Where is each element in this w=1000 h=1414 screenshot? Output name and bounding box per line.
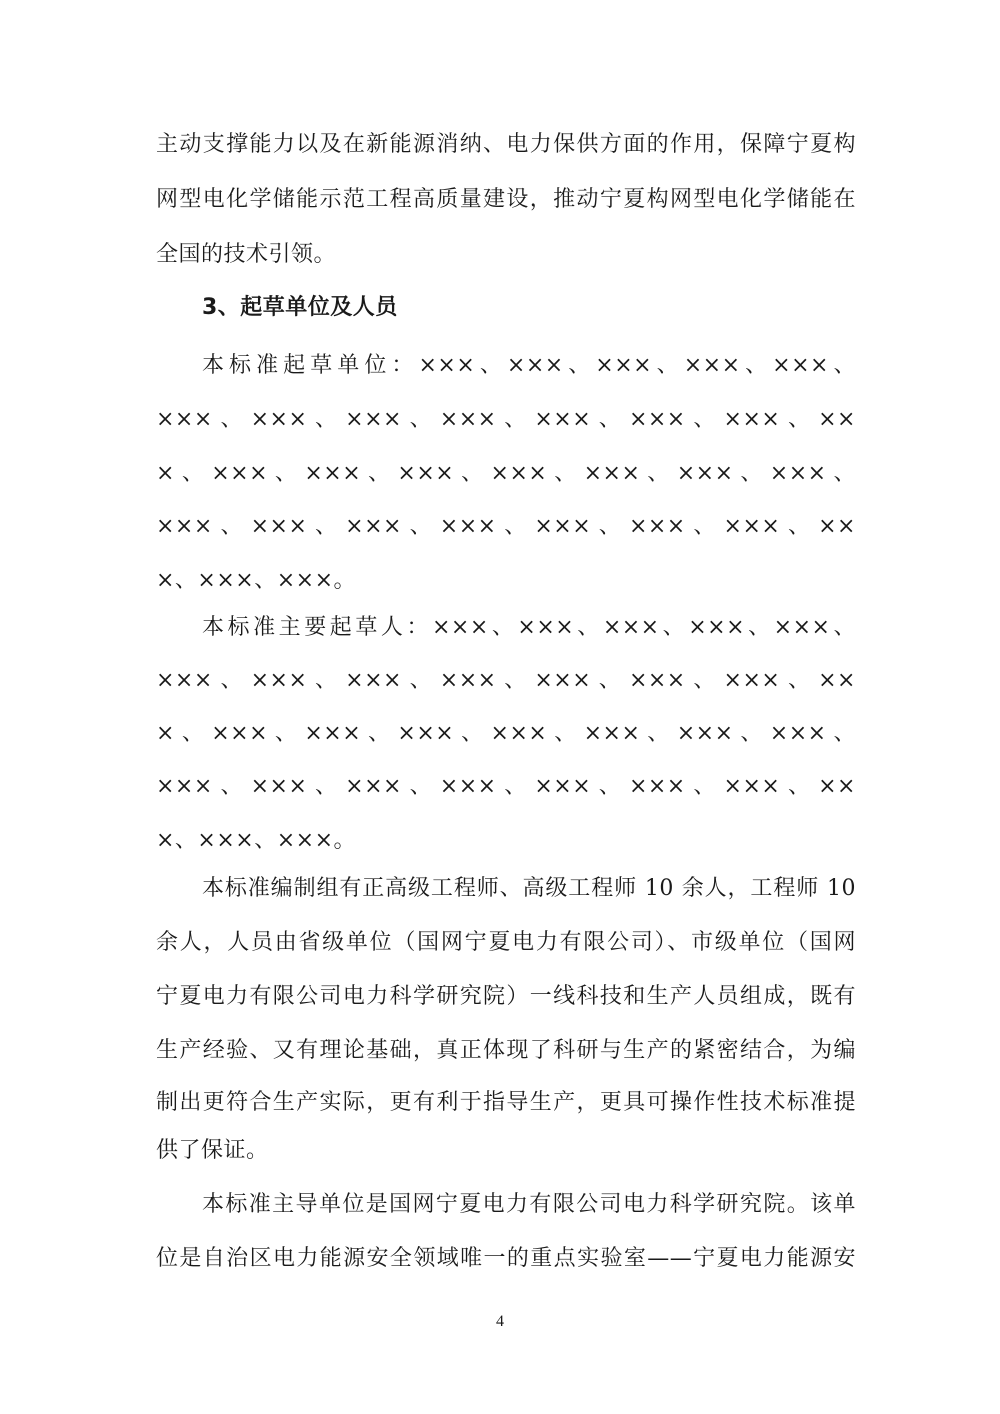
paragraph-line: ×、×××、×××。 [156,568,357,593]
paragraph-line: ×、×××、×××、×××、×××、×××、×××、×××、 [156,461,856,486]
paragraph-line: 本标准起草单位：×××、×××、×××、×××、×××、 [202,353,856,378]
paragraph-line: 余人，人员由省级单位（国网宁夏电力有限公司）、市级单位（国网 [156,930,856,955]
paragraph-line: 宁夏电力有限公司电力科学研究院）一线科技和生产人员组成，既有 [156,984,856,1009]
paragraph-line: ×××、×××、×××、×××、×××、×××、×××、×× [156,774,856,799]
paragraph-line: 供了保证。 [156,1138,269,1163]
paragraph-line: 本标准主导单位是国网宁夏电力有限公司电力科学研究院。该单 [202,1192,856,1217]
paragraph-line: ×、×××、×××、×××、×××、×××、×××、×××、 [156,721,856,746]
paragraph-line: 主动支撑能力以及在新能源消纳、电力保供方面的作用，保障宁夏构 [156,132,856,157]
section-heading: 3、起草单位及人员 [202,295,398,320]
page-number: 4 [496,1313,504,1330]
paragraph-line: 全国的技术引领。 [156,242,337,267]
paragraph-line: ×××、×××、×××、×××、×××、×××、×××、×× [156,668,856,693]
paragraph-line: ×××、×××、×××、×××、×××、×××、×××、×× [156,514,856,539]
paragraph-line: 本标准主要起草人：×××、×××、×××、×××、×××、 [202,615,856,640]
paragraph-line: 网型电化学储能示范工程高质量建设，推动宁夏构网型电化学储能在 [156,187,856,212]
paragraph-line: ×、×××、×××。 [156,828,357,853]
paragraph-line: 制出更符合生产实际，更有利于指导生产，更具可操作性技术标准提 [156,1090,856,1115]
paragraph-line: ×××、×××、×××、×××、×××、×××、×××、×× [156,407,856,432]
paragraph-line: 生产经验、又有理论基础，真正体现了科研与生产的紧密结合，为编 [156,1038,856,1063]
paragraph-line: 本标准编制组有正高级工程师、高级工程师 10 余人，工程师 10 [202,876,856,901]
paragraph-line: 位是自治区电力能源安全领域唯一的重点实验室——宁夏电力能源安 [156,1246,856,1271]
